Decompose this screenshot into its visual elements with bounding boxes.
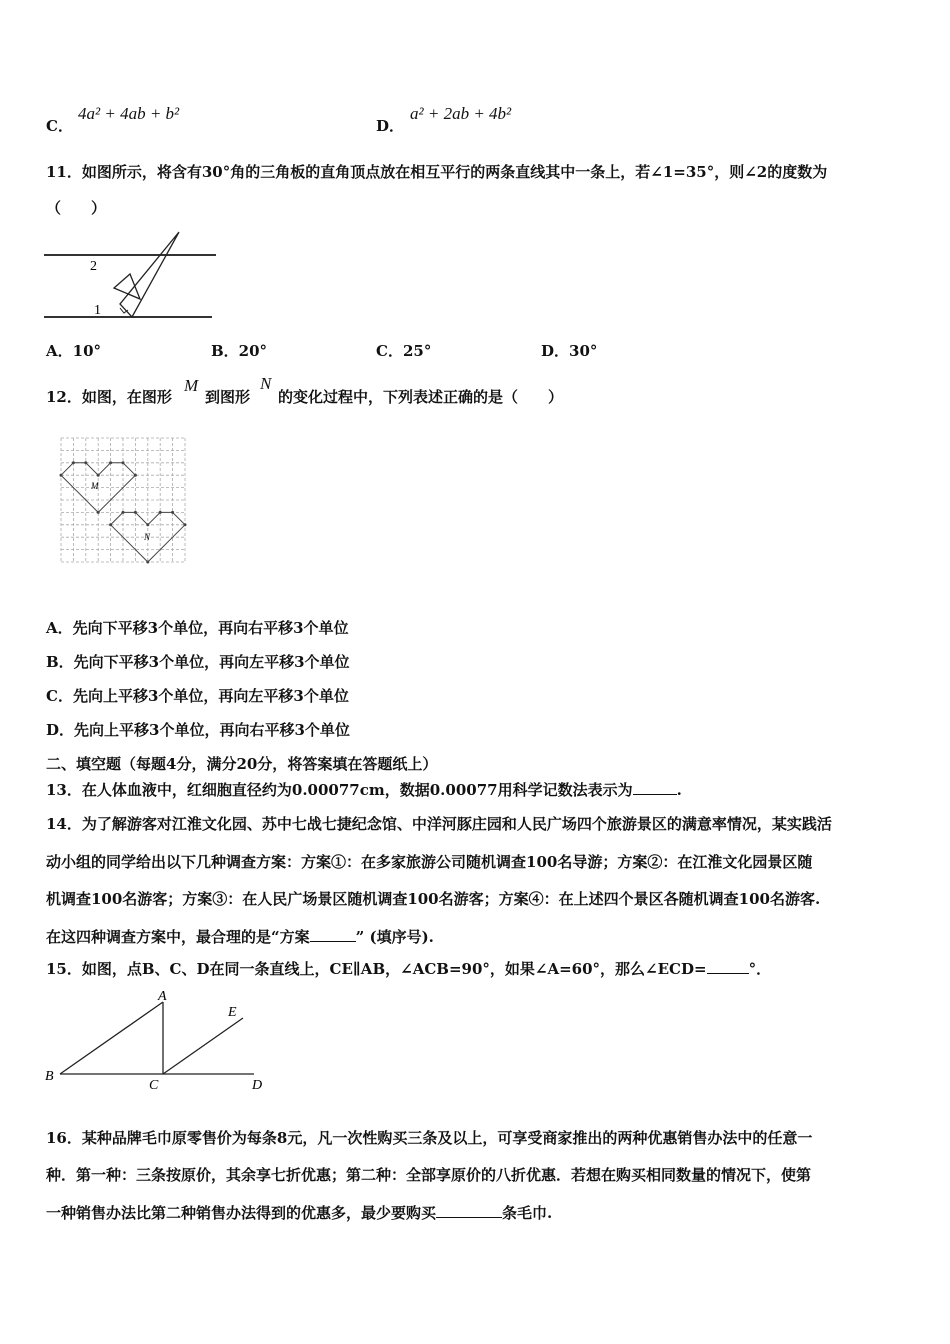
q15-geometry-figure <box>42 988 272 1094</box>
q10-option-d-expression: a² + 2ab + 4b² <box>410 104 512 123</box>
q11-option-b: B．20° <box>211 342 268 360</box>
q11-option-c: C．25° <box>376 342 432 360</box>
q16-line-3 <box>46 1203 552 1223</box>
q14-tail: ” (填序号). <box>355 928 434 946</box>
q10-option-c-label: C． <box>46 117 73 135</box>
q12-grid-figure <box>61 438 187 564</box>
q11-option-a: A．10° <box>46 342 102 360</box>
q12-option-b: B．先向下平移3个单位，再向左平移3个单位 <box>46 653 350 671</box>
q14-line-1: 14．为了解游客对江淮文化园、苏中七战七捷纪念馆、中洋河豚庄园和人民广场四个旅游景区的满意率情况，某实践活 <box>46 815 832 833</box>
q12-option-d: D．先向上平移3个单位，再向右平移3个单位 <box>46 721 350 739</box>
q15-point-c-label: C <box>149 1078 159 1093</box>
q15-point-d-label: D <box>252 1078 263 1093</box>
q11-angle-1-label: 1 <box>94 303 101 318</box>
q15-point-a-label: A <box>158 989 167 1004</box>
q10-option-d-label: D． <box>376 117 405 135</box>
q12-option-c: C．先向上平移3个单位，再向左平移3个单位 <box>46 687 349 705</box>
q14-line-4 <box>46 927 434 947</box>
q14-line-2: 动小组的同学给出以下几种调查方案：方案①：在多家旅游公司随机调查100名导游；方案②：在江淮文化园景区随 <box>46 853 813 871</box>
q15-answer-blank <box>707 959 749 974</box>
q12-var-n: N <box>260 374 272 393</box>
q12-var-m: M <box>184 376 199 395</box>
q14-answer-blank <box>310 927 356 942</box>
q12-stem-c: 的变化过程中，下列表述正确的是（ ） <box>278 388 564 406</box>
q16-tail: 条毛巾. <box>502 1204 553 1222</box>
q16-line-2: 种．第一种：三条按原价，其余享七折优惠；第二种：全部享原价的八折优惠．若想在购买相同数量的情况下，使第 <box>46 1166 812 1184</box>
q14-line-3: 机调查100名游客；方案③：在人民广场景区随机调查100名游客；方案④：在上述四个景区各随机调查100名游客. <box>46 890 821 908</box>
q10-option-c-expression: 4a² + 4ab + b² <box>78 104 180 123</box>
q13-answer-blank <box>633 780 677 795</box>
section-2-heading: 二、填空题（每题4分，满分20分，将答案填在答题纸上） <box>46 755 438 773</box>
q13-text <box>46 780 682 800</box>
q11-stem: 11．如图所示，将含有30°角的三角板的直角顶点放在相互平行的两条直线其中一条上，若∠1=35°，则∠2的度数为 <box>46 163 828 181</box>
q16-line-1: 16．某种品牌毛巾原零售价为每条8元，凡一次性购买三条及以上，可享受商家推出的两种优惠销售办法中的任意一 <box>46 1129 813 1147</box>
q13-stem: 13．在人体血液中，红细胞直径约为0.00077cm，数据0.00077用科学记数法表示为 <box>46 781 633 799</box>
q12-figure-n-label: N <box>144 532 151 542</box>
q13-tail: . <box>676 781 682 799</box>
q12-option-a: A．先向下平移3个单位，再向右平移3个单位 <box>46 619 349 637</box>
q15-stem: 15．如图，点B、C、D在同一条直线上，CE∥AB，∠ACB=90°，如果∠A=60°，那么∠ECD= <box>46 960 707 978</box>
q15-text <box>46 959 771 979</box>
q11-triangle-figure <box>44 226 219 324</box>
q12-stem-b: 到图形 <box>205 388 251 406</box>
q11-paren: （ ） <box>46 199 107 217</box>
q12-figure-m-label: M <box>91 481 99 491</box>
q11-option-d: D．30° <box>541 342 598 360</box>
q12-stem-a: 12．如图，在图形 <box>46 388 172 406</box>
q15-tail: °． <box>748 960 772 978</box>
q16-answer-blank <box>436 1203 502 1218</box>
q14-stem-end: 在这四种调查方案中，最合理的是“方案 <box>46 928 310 946</box>
q15-point-b-label: B <box>45 1069 54 1084</box>
q11-angle-2-label: 2 <box>90 259 97 274</box>
q15-point-e-label: E <box>228 1005 237 1020</box>
q16-stem-end: 一种销售办法比第二种销售办法得到的优惠多，最少要购买 <box>46 1204 437 1222</box>
